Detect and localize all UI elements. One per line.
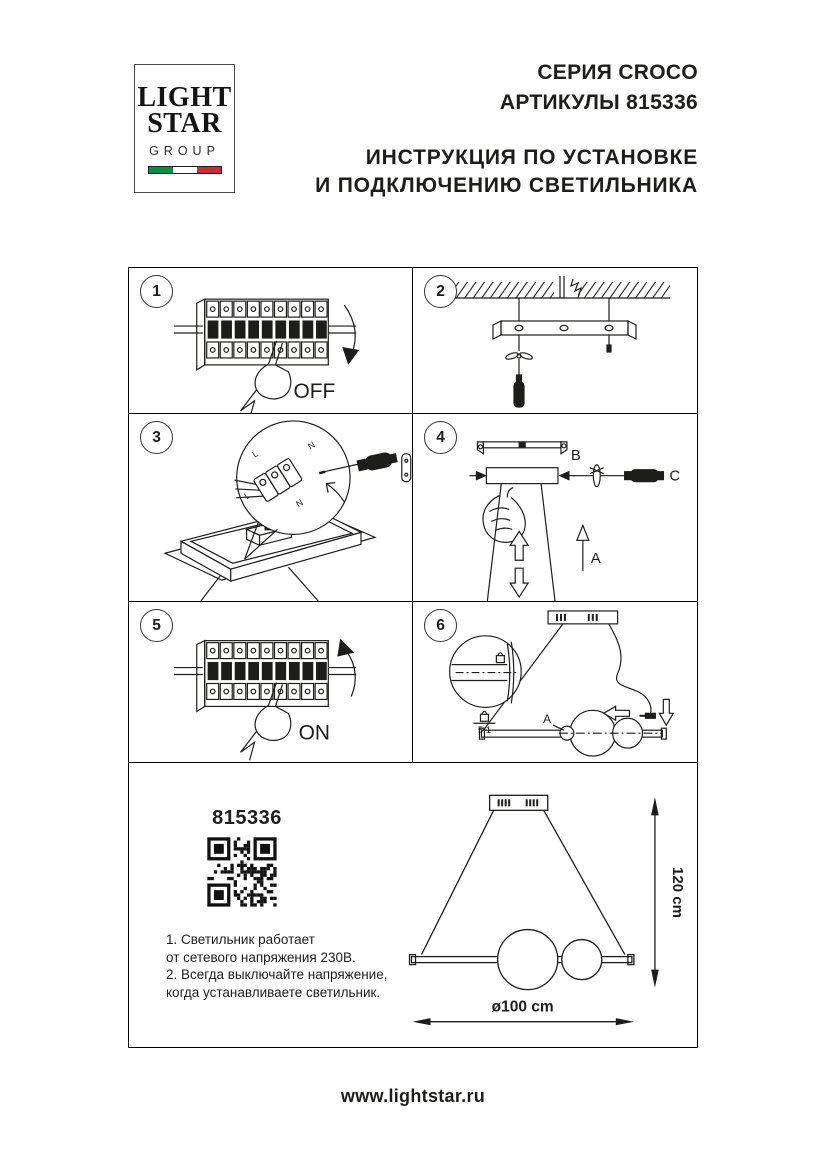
- qr-code: [205, 835, 279, 909]
- step-4-panel: [413, 414, 697, 602]
- rotate-down-arrow: [344, 305, 355, 355]
- note-line: когда устанавливаете светильник.: [166, 984, 381, 1000]
- label-c: C: [669, 467, 681, 485]
- instruction-title-line1: ИНСТРУКЦИЯ ПО УСТАНОВКЕ: [365, 146, 698, 169]
- wire-label-n: N: [294, 497, 305, 510]
- dim-diameter-label: ø100 cm: [491, 998, 554, 1016]
- step-3-number-badge: 3: [140, 421, 173, 454]
- flag-red-segment: [197, 167, 221, 173]
- note-line: 2. Всегда выключайте напряжение,: [166, 967, 388, 982]
- flag-green-segment: [149, 167, 173, 173]
- step-4-number-badge: 4: [424, 421, 457, 454]
- wire-label-n: N: [306, 439, 317, 452]
- note-line: от сетевого напряжения 230В.: [166, 949, 356, 965]
- instruction-title-line2: И ПОДКЛЮЧЕНИЮ СВЕТИЛЬНИКА: [315, 173, 698, 197]
- step-3-panel: [129, 414, 413, 602]
- step-2-number-badge: 2: [424, 275, 457, 308]
- detail-scale-label: 5:1: [477, 725, 492, 737]
- step-6-number-badge: 6: [424, 609, 457, 642]
- footer-website: www.lightstar.ru: [340, 1086, 486, 1106]
- logo-word-star: STAR: [147, 108, 222, 139]
- step-5-number-badge: 5: [140, 609, 173, 642]
- product-summary-panel: [129, 763, 697, 1047]
- label-a: A: [590, 550, 601, 568]
- flag-white-segment: [173, 167, 197, 173]
- italian-flag-bar: [148, 166, 222, 174]
- wire-label-l: L: [242, 490, 252, 502]
- dim-height-label: 120 cm: [668, 867, 686, 918]
- article-title: АРТИКУЛЫ 815336: [499, 91, 698, 114]
- label-b: B: [570, 446, 581, 464]
- step-1-number-badge: 1: [140, 275, 173, 308]
- off-label: OFF: [293, 379, 336, 403]
- step-1-panel: [129, 268, 413, 414]
- step-5-panel: [129, 602, 413, 763]
- on-label: ON: [298, 721, 331, 745]
- logo-word-group: GROUP: [149, 144, 220, 158]
- note-line: 1. Светильник работает: [166, 932, 315, 947]
- step-2-panel: [413, 268, 697, 414]
- safety-notes: [166, 931, 421, 1001]
- wire-label-l: L: [250, 448, 260, 460]
- article-number: 815336: [212, 807, 282, 829]
- header-text-block: [315, 58, 698, 199]
- lightstar-logo: [134, 64, 235, 193]
- step-6-panel: [413, 602, 697, 763]
- logo-word-light: LIGHT: [137, 82, 232, 113]
- installation-steps-grid: [128, 267, 698, 1048]
- series-title: СЕРИЯ CROCO: [537, 61, 698, 84]
- label-a: A: [543, 712, 552, 727]
- rotate-up-arrow: [344, 649, 355, 697]
